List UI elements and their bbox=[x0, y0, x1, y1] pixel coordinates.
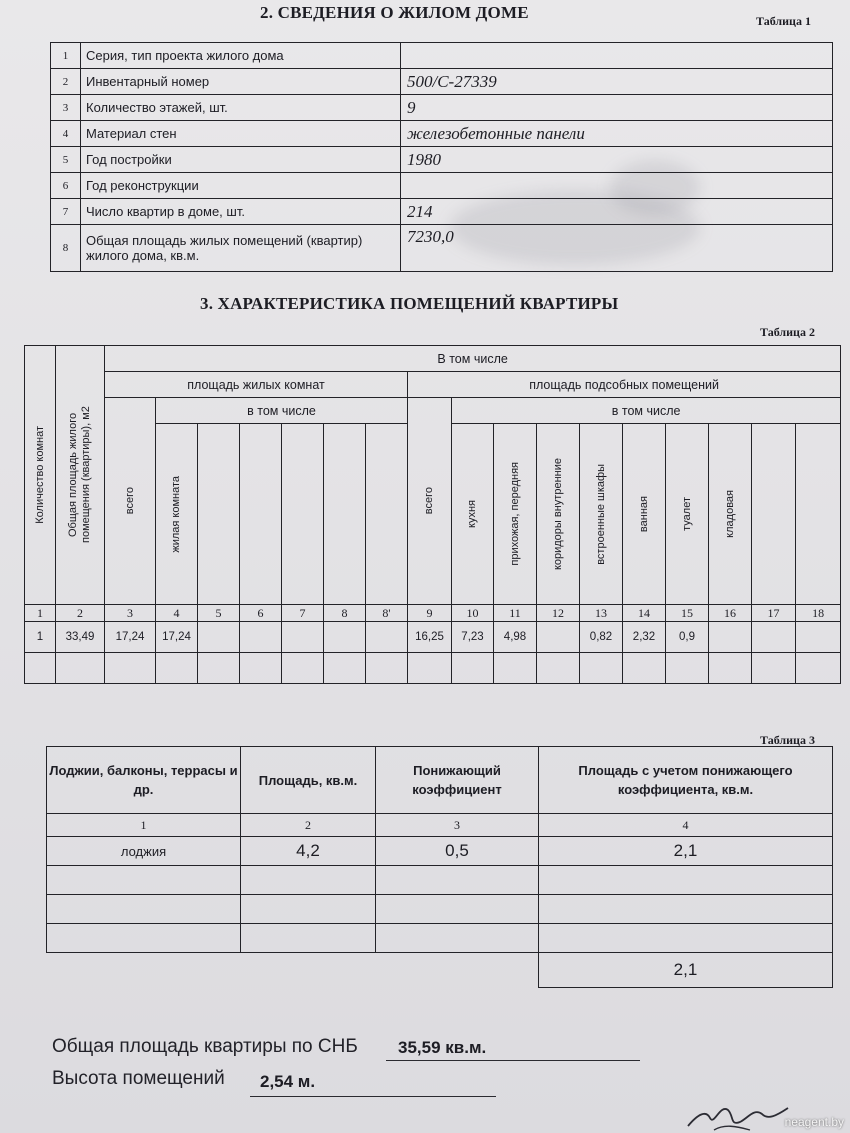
column-number: 18 bbox=[796, 605, 841, 622]
row-value bbox=[401, 173, 833, 199]
header-empty bbox=[324, 424, 366, 605]
column-number: 13 bbox=[580, 605, 623, 622]
reduced-area-total: 2,1 bbox=[539, 953, 833, 988]
row-value: 1980 bbox=[401, 147, 833, 173]
column-numbers-row bbox=[47, 814, 833, 837]
table-cell: 4,98 bbox=[494, 622, 537, 653]
row-number: 6 bbox=[51, 173, 81, 199]
row-number: 7 bbox=[51, 199, 81, 225]
header-bathroom: ванная bbox=[623, 424, 666, 605]
table-cell: 0,82 bbox=[580, 622, 623, 653]
table-row bbox=[51, 199, 833, 225]
table-row bbox=[51, 173, 833, 199]
column-number: 11 bbox=[494, 605, 537, 622]
table-cell: лоджия bbox=[47, 837, 241, 866]
row-label: Количество этажей, шт. bbox=[81, 95, 401, 121]
header-total-area: Общая площадь жилого помещения (квартиры), м2 bbox=[56, 346, 105, 605]
table-cell bbox=[376, 924, 539, 953]
row-number: 3 bbox=[51, 95, 81, 121]
table-cell bbox=[537, 622, 580, 653]
table-cell bbox=[376, 866, 539, 895]
table-cell bbox=[324, 622, 366, 653]
house-info-table bbox=[50, 42, 833, 272]
table-cell bbox=[376, 895, 539, 924]
header-corridors: коридоры внутренние bbox=[537, 424, 580, 605]
table-cell bbox=[539, 866, 833, 895]
header-living-area: площадь жилых комнат bbox=[105, 372, 408, 398]
table-cell: 2,32 bbox=[623, 622, 666, 653]
table-cell: 17,24 bbox=[105, 622, 156, 653]
table3-caption: Таблица 3 bbox=[760, 733, 815, 747]
header-closets: встроенные шкафы bbox=[580, 424, 623, 605]
column-number: 9 bbox=[408, 605, 452, 622]
table-cell bbox=[198, 622, 240, 653]
header-hallway: прихожая, передняя bbox=[494, 424, 537, 605]
table-cell: 0,9 bbox=[666, 622, 709, 653]
table-row bbox=[51, 225, 833, 272]
table-cell bbox=[539, 895, 833, 924]
column-number: 7 bbox=[282, 605, 324, 622]
header-including: В том числе bbox=[105, 346, 841, 372]
header-loggias: Лоджии, балконы, террасы и др. bbox=[47, 747, 241, 814]
row-value bbox=[401, 43, 833, 69]
column-number: 2 bbox=[56, 605, 105, 622]
header-empty bbox=[366, 424, 408, 605]
ceiling-height-underline bbox=[250, 1096, 496, 1097]
table-cell: 17,24 bbox=[156, 622, 198, 653]
column-number: 17 bbox=[752, 605, 796, 622]
total-area-underline bbox=[386, 1060, 640, 1061]
column-numbers-row bbox=[25, 605, 841, 622]
balconies-table bbox=[46, 746, 833, 988]
table-row bbox=[51, 147, 833, 173]
row-number: 5 bbox=[51, 147, 81, 173]
signature-icon bbox=[684, 1096, 794, 1133]
table-cell: 1 bbox=[25, 622, 56, 653]
row-number: 4 bbox=[51, 121, 81, 147]
column-number: 4 bbox=[156, 605, 198, 622]
table-cell bbox=[539, 924, 833, 953]
row-label: Материал стен bbox=[81, 121, 401, 147]
section2-title: 2. СВЕДЕНИЯ О ЖИЛОМ ДОМЕ bbox=[260, 3, 529, 22]
column-number: 14 bbox=[623, 605, 666, 622]
table-cell bbox=[47, 895, 241, 924]
table-cell bbox=[241, 866, 376, 895]
column-number: 6 bbox=[240, 605, 282, 622]
header-kitchen: кухня bbox=[452, 424, 494, 605]
total-row bbox=[47, 953, 833, 988]
table-cell bbox=[282, 622, 324, 653]
table-row bbox=[47, 837, 833, 866]
header-pantry: кладовая bbox=[709, 424, 752, 605]
row-number: 1 bbox=[51, 43, 81, 69]
column-number: 3 bbox=[105, 605, 156, 622]
header-toilet: туалет bbox=[666, 424, 709, 605]
table-row bbox=[51, 95, 833, 121]
table2-caption: Таблица 2 bbox=[760, 325, 815, 339]
table-cell: 0,5 bbox=[376, 837, 539, 866]
table-cell bbox=[47, 866, 241, 895]
table-cell bbox=[709, 622, 752, 653]
table-cell: 16,25 bbox=[408, 622, 452, 653]
table-cell: 7,23 bbox=[452, 622, 494, 653]
column-number: 4 bbox=[539, 814, 833, 837]
table-cell: 2,1 bbox=[539, 837, 833, 866]
header-living-total: всего bbox=[105, 398, 156, 605]
column-number: 15 bbox=[666, 605, 709, 622]
header-empty bbox=[198, 424, 240, 605]
apartment-rooms-table bbox=[24, 345, 841, 684]
row-label: Инвентарный номер bbox=[81, 69, 401, 95]
header-living-room: жилая комната bbox=[156, 424, 198, 605]
column-number: 5 bbox=[198, 605, 240, 622]
row-number: 2 bbox=[51, 69, 81, 95]
row-label: Общая площадь жилых помещений (квартир) жилого дома, кв.м. bbox=[81, 225, 401, 272]
column-number: 12 bbox=[537, 605, 580, 622]
table-cell bbox=[240, 622, 282, 653]
table-row bbox=[51, 121, 833, 147]
row-label: Серия, тип проекта жилого дома bbox=[81, 43, 401, 69]
table-cell bbox=[366, 622, 408, 653]
column-number: 2 bbox=[241, 814, 376, 837]
header-empty bbox=[282, 424, 324, 605]
header-empty bbox=[240, 424, 282, 605]
table-row bbox=[47, 924, 833, 953]
header-aux-area: площадь подсобных помещений bbox=[408, 372, 841, 398]
column-number: 8' bbox=[366, 605, 408, 622]
column-number: 8 bbox=[324, 605, 366, 622]
row-value: 500/С-27339 bbox=[401, 69, 833, 95]
row-value: 7230,0 bbox=[401, 225, 833, 272]
table-row bbox=[25, 653, 841, 684]
total-area-label: Общая площадь квартиры по СНБ bbox=[52, 1036, 358, 1057]
row-value: 9 bbox=[401, 95, 833, 121]
table1-caption: Таблица 1 bbox=[756, 14, 811, 28]
row-label: Число квартир в доме, шт. bbox=[81, 199, 401, 225]
header-reduced-area: Площадь с учетом понижающего коэффициента, кв.м. bbox=[539, 747, 833, 814]
header-aux-total: всего bbox=[408, 398, 452, 605]
header-room-count: Количество комнат bbox=[25, 346, 56, 605]
ceiling-height-label: Высота помещений bbox=[52, 1068, 225, 1089]
header-aux-in-number: в том числе bbox=[452, 398, 841, 424]
table-cell: 4,2 bbox=[241, 837, 376, 866]
row-number: 8 bbox=[51, 225, 81, 272]
watermark: neagent.by bbox=[784, 1115, 844, 1129]
column-number: 1 bbox=[47, 814, 241, 837]
table-row bbox=[51, 69, 833, 95]
column-number: 10 bbox=[452, 605, 494, 622]
table-cell bbox=[752, 622, 796, 653]
table-row bbox=[51, 43, 833, 69]
column-number: 16 bbox=[709, 605, 752, 622]
header-empty bbox=[796, 424, 841, 605]
header-empty bbox=[752, 424, 796, 605]
table-cell bbox=[241, 895, 376, 924]
table-row bbox=[47, 866, 833, 895]
section3-title: 3. ХАРАКТЕРИСТИКА ПОМЕЩЕНИЙ КВАРТИРЫ bbox=[200, 294, 619, 313]
ceiling-height-value: 2,54 м. bbox=[260, 1072, 316, 1091]
table-row bbox=[47, 895, 833, 924]
header-coefficient: Понижающий коэффициент bbox=[376, 747, 539, 814]
row-label: Год реконструкции bbox=[81, 173, 401, 199]
table-row bbox=[25, 622, 841, 653]
table-cell bbox=[796, 622, 841, 653]
total-area-value: 35,59 кв.м. bbox=[398, 1038, 487, 1057]
table-cell bbox=[47, 924, 241, 953]
column-number: 1 bbox=[25, 605, 56, 622]
header-living-in-number: в том числе bbox=[156, 398, 408, 424]
table-cell bbox=[241, 924, 376, 953]
header-area: Площадь, кв.м. bbox=[241, 747, 376, 814]
table-cell: 33,49 bbox=[56, 622, 105, 653]
row-label: Год постройки bbox=[81, 147, 401, 173]
row-value: железобетонные панели bbox=[401, 121, 833, 147]
row-value: 214 bbox=[401, 199, 833, 225]
column-number: 3 bbox=[376, 814, 539, 837]
